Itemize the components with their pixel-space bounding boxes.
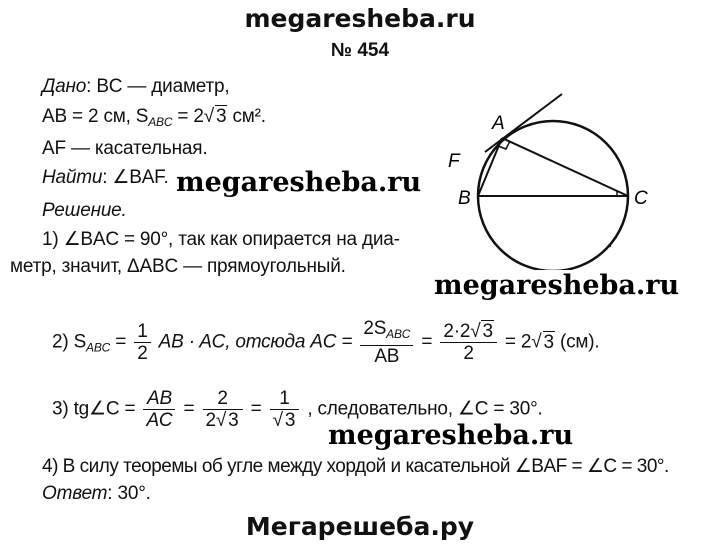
step3-formula: 3) tg∠C = $\frac{AB}{AC}$ = $\frac{2}{2√ 3}$ = $\frac{1}{√ 3}$ , следовательно, ∠C = 30°. [52, 388, 543, 431]
given-root: 3 [215, 106, 227, 127]
solution-label: Решение. [42, 200, 127, 221]
circle-diagram [430, 80, 650, 270]
dot [609, 245, 611, 247]
given-line-find [42, 166, 169, 189]
sqrt-sign: √ [203, 106, 214, 127]
site-header: megaresheba.ru [244, 4, 476, 33]
answer-line [42, 483, 151, 505]
given-area-sub: ABC [148, 115, 173, 129]
given-line-2 [42, 106, 266, 129]
find-target: : ∠BAF. [102, 167, 169, 188]
problem-number: № 454 [330, 40, 390, 61]
step4-text: 4) В силу теоремы об угле между хордой и касательной ∠BAF = ∠C = 30°. [42, 456, 669, 477]
answer-value: : 30°. [107, 483, 151, 504]
given-ab: AB = 2 см, S [42, 106, 149, 127]
step2-fraction-2: $\frac{2\cdot 2√ 3}{2}$ [440, 321, 496, 364]
watermark-2: megaresheba.ru [434, 270, 680, 301]
given-af: AF — касательная. [42, 138, 208, 159]
step3-fraction-2: $\frac{2}{2√ 3}$ [203, 388, 243, 431]
label-a: A [492, 113, 505, 134]
step1-line2: метр, значит, ΔABC — прямоугольный. [10, 256, 346, 277]
step2-fraction-half: $\frac{1}{2}$ [134, 321, 150, 364]
label-b: B [458, 188, 471, 209]
given-bc-diameter: : BC — диаметр, [86, 76, 230, 97]
given-area-eq: = 2 [172, 106, 204, 127]
given-area-unit: см². [227, 106, 266, 127]
step3-fraction-3: $\frac{1}{√ 3}$ [270, 388, 300, 431]
step1-line1: 1) ∠BAC = 90°, так как опирается на диа- [42, 229, 400, 250]
site-footer: Мегарешеба.ру [245, 512, 475, 541]
answer-label: Ответ [42, 483, 108, 504]
label-c: C [634, 188, 648, 209]
find-label: Найти [42, 167, 103, 188]
step2-fraction-1: $\frac{2S_{ABC}}{AB}$ [360, 318, 413, 367]
label-f: F [448, 151, 460, 172]
step3-fraction-1: $\frac{AB}{AC}$ [143, 388, 175, 431]
given-line-1 [42, 76, 230, 98]
step2-formula: 2) $S_{ABC}$ = $\frac{1}{2}$ AB · AC, отсюда AC = $\frac{2S_{ABC}}{AB}$ = $\frac{2\cdot 2√ 3}{2}$ = 2√ 3 (см). [52, 318, 600, 367]
watermark-1: megaresheba.ru [176, 167, 422, 198]
given-label: Дано [42, 76, 87, 97]
watermark-3: megaresheba.ru [328, 420, 574, 451]
